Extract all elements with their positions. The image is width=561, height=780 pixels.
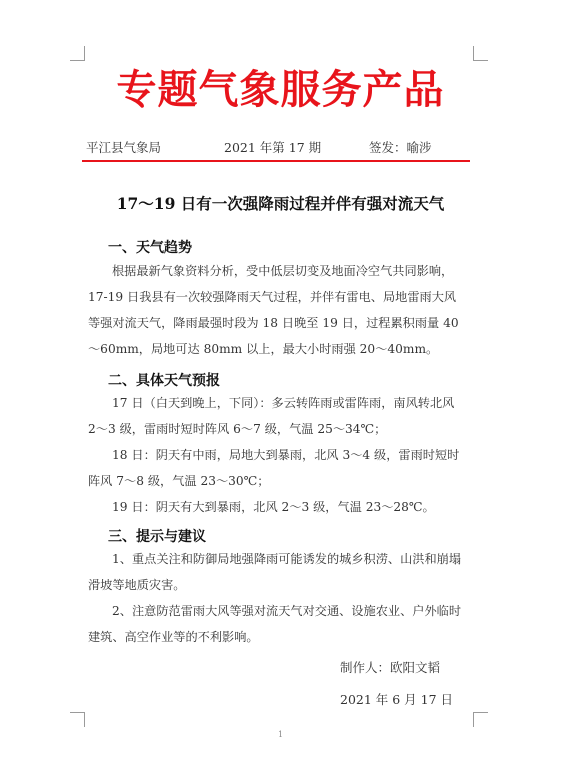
paragraph-forecast-19: 19 日：阴天有大到暴雨，北风 2～3 级，气温 23～28℃。 <box>112 500 435 514</box>
red-separator-line <box>82 160 470 162</box>
section-heading-forecast: 二、具体天气预报 <box>108 373 220 389</box>
signer-label: 签发： <box>369 140 407 155</box>
issue-number: 2021 年第 17 期 <box>224 140 322 155</box>
masthead-title: 专题气象服务产品 <box>116 67 445 113</box>
paragraph-forecast-18: 18 日：阴天有中雨，局地大到暴雨，北风 3～4 级，雷雨时短时阵风 7～8 级，气温 23～30℃； <box>88 448 460 488</box>
section-heading-trend: 一、天气趋势 <box>108 240 192 256</box>
page-margin-corner-top-right <box>473 46 488 61</box>
paragraph-advice-1: 1、重点关注和防御局地强降雨可能诱发的城乡积涝、山洪和崩塌滑坡等地质灾害。 <box>88 552 462 592</box>
page-number: 1 <box>277 730 284 739</box>
page-margin-corner-top-left <box>70 46 85 61</box>
page-margin-corner-bottom-right <box>473 712 488 727</box>
paragraph-trend: 根据最新气象资料分析，受中低层切变及地面冷空气共同影响，17-19 日我县有一次较强降雨天气过程，并伴有雷电、局地雷雨大风等强对流天气，降雨最强时段为 18 日晚至 19 日，过程累积雨量 40～60mm，局地可达 80mm 以上，最大小时雨强 20～40mm。 <box>88 264 459 356</box>
issuer: 平江县气象局 <box>86 140 162 155</box>
paragraph-forecast-17: 17 日（白天到晚上，下同）：多云转阵雨或雷阵雨，南风转北风 2～3 级，雷雨时短时阵风 6～7 级，气温 25～34℃； <box>88 396 455 436</box>
paragraph-advice-2: 2、注意防范雷雨大风等强对流天气对交通、设施农业、户外临时建筑、高空作业等的不利影响。 <box>88 604 462 644</box>
signer-block <box>369 138 432 156</box>
issue-info-row <box>86 138 476 158</box>
document-title: 17～19 日有一次强降雨过程并伴有强对流天气 <box>116 194 445 213</box>
signer-name: 喻涉 <box>406 140 432 155</box>
date-line: 2021 年 6 月 17 日 <box>340 692 454 707</box>
section-heading-advice: 三、提示与建议 <box>108 529 206 545</box>
page-margin-corner-bottom-left <box>70 712 85 727</box>
author-line: 制作人：欧阳文韬 <box>340 660 441 675</box>
